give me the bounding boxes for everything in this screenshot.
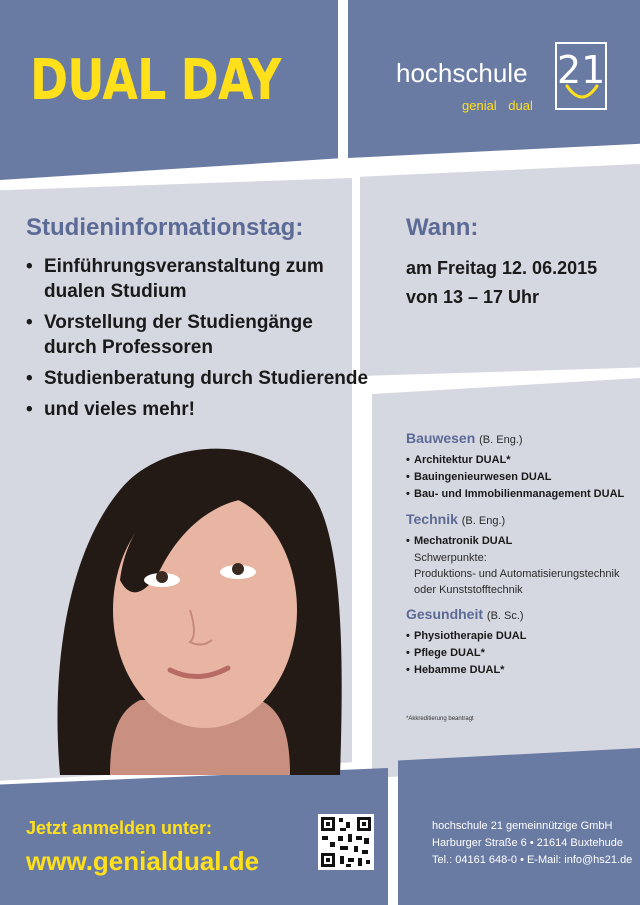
info-bullet: • Vorstellung der Studiengänge durch Professoren	[26, 310, 314, 360]
program-item: • Hebamme DUAL*	[406, 662, 634, 679]
category-name: Technik	[406, 511, 458, 527]
logo-name: hochschule	[396, 58, 528, 88]
contact-phone-email: Tel.: 04161 648-0 • E-Mail: info@hs21.de	[432, 854, 633, 866]
contact-block	[432, 818, 632, 869]
program-item: • Bau- und Immobilienmanagement DUAL	[406, 486, 634, 503]
program-detail: Produktions- und Automatisierungstechnik	[414, 568, 620, 580]
program-item: • Physiotherapie DUAL	[406, 628, 634, 645]
programs-list	[406, 422, 634, 679]
info-bullet: • Einführungsveranstaltung zum dualen Studium	[26, 254, 334, 304]
event-time: von 13 – 17 Uhr	[406, 287, 540, 307]
event-date: am Freitag 12. 06.2015	[406, 258, 598, 278]
info-bullet-list	[26, 254, 368, 428]
program-item: • Bauingenieurwesen DUAL	[406, 469, 634, 486]
category-degree: (B. Eng.)	[461, 515, 506, 527]
category-name: Bauwesen	[406, 430, 476, 446]
website-link[interactable]: www.genialdual.de	[26, 846, 260, 876]
register-label: Jetzt anmelden unter:	[26, 818, 213, 838]
info-bullet: • Studienberatung durch Studierende	[26, 366, 368, 391]
contact-company: hochschule 21 gemeinnützige GmbH	[432, 820, 613, 832]
program-category	[406, 428, 634, 503]
program-detail: Schwerpunkte:	[414, 552, 487, 564]
program-detail: oder Kunststofftechnik	[414, 584, 523, 596]
logo-number: 21	[557, 48, 606, 92]
category-title	[406, 428, 634, 450]
qr-code-icon[interactable]	[318, 814, 374, 870]
contact-address: Harburger Straße 6 • 21614 Buxtehude	[432, 837, 623, 849]
program-item: • Mechatronik DUAL	[406, 533, 634, 550]
smile-icon	[563, 82, 601, 104]
program-item: • Pflege DUAL*	[406, 645, 634, 662]
logo-mark	[555, 42, 607, 110]
category-degree: (B. Eng.)	[479, 434, 523, 446]
footnote: *Akkreditierung beantragt	[406, 716, 474, 722]
headline: DUAL DAY	[30, 48, 281, 113]
date-heading: Wann:	[406, 214, 479, 241]
category-title	[406, 509, 634, 531]
category-degree: (B. Sc.)	[486, 610, 524, 622]
student-portrait	[40, 430, 350, 775]
category-title	[406, 604, 634, 626]
logo-tagline: genial dual	[462, 98, 533, 113]
program-category	[406, 509, 634, 598]
info-heading: Studieninformationstag:	[26, 214, 304, 241]
info-bullet: • und vieles mehr!	[26, 397, 368, 422]
program-item: • Architektur DUAL*	[406, 452, 634, 469]
program-category	[406, 604, 634, 679]
category-name: Gesundheit	[406, 606, 484, 622]
